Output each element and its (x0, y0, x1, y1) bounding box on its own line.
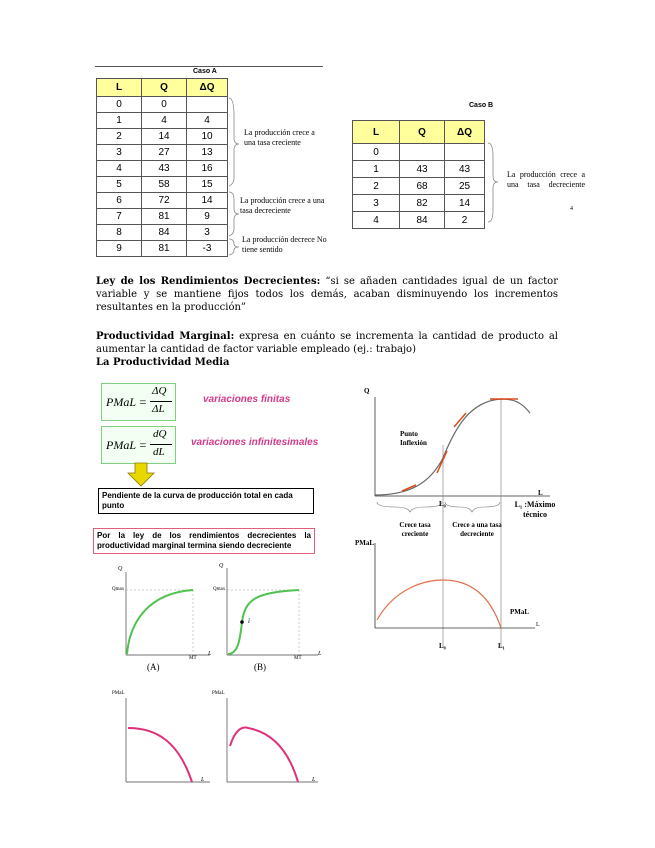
case-a-row (97, 209, 228, 225)
case-a-row (97, 145, 228, 161)
case-a-cell-q: 58 (142, 177, 187, 193)
case-b-row (353, 161, 485, 178)
law-title: Ley de los Rendimientos Decrecientes: (96, 276, 321, 287)
case-b-brace (487, 142, 499, 224)
case-b-row (353, 144, 485, 161)
l0b-label: L₀ (439, 642, 446, 650)
case-a-header-l: L (97, 79, 142, 97)
case-a-cell-q: 81 (142, 209, 187, 225)
case-b-cell-dq: 43 (445, 161, 485, 178)
b-qmax-label: Qmax (213, 587, 226, 592)
case-a-header-dq: ΔQ (187, 79, 228, 97)
case-a-cell-q: 0 (142, 97, 187, 113)
l1-label: L₁ :Máximo técnico (514, 500, 556, 519)
case-b-row (353, 195, 485, 212)
case-b-cell-q: 82 (400, 195, 445, 212)
b-pmal-curve (230, 728, 298, 782)
pmal-axis-label: PMaL (355, 539, 375, 547)
pendiente-box: Pendiente de la curva de producción total en cada punto (98, 488, 314, 514)
case-a-cell-dq: 10 (187, 129, 228, 145)
formula-finite-lhs: PMaL = (106, 395, 147, 409)
case-b-cell-l: 1 (353, 161, 400, 178)
formula-inf-lhs: PMaL = (106, 438, 147, 452)
case-a-braces (228, 96, 242, 256)
case-b-cell-l: 3 (353, 195, 400, 212)
b-inflection-point (240, 620, 244, 624)
b-chart-label: (B) (254, 662, 266, 672)
case-b-cell-dq (445, 144, 485, 161)
total-product-curve (375, 399, 530, 495)
case-b-cell-q: 68 (400, 178, 445, 195)
l1b-label: L₁ (498, 642, 505, 650)
case-a-cell-l: 0 (97, 97, 142, 113)
case-a-cell-q: 72 (142, 193, 187, 209)
case-b-title: Caso B (469, 102, 494, 109)
small-charts (110, 560, 330, 790)
down-arrow-icon (126, 462, 156, 488)
case-a-cell-l: 4 (97, 161, 142, 177)
law-text: “si se añaden cantidades igual de un factor variable y se mantiene fijos todos los demás, acaban disminuyendo los incrementos resultantes en la producción” (96, 276, 558, 313)
case-a-cell-dq: 13 (187, 145, 228, 161)
case-a-cell-l: 8 (97, 225, 142, 241)
pmal-l-axis-label: L (536, 622, 540, 628)
b-total-curve (228, 590, 299, 654)
case-b-cell-dq: 25 (445, 178, 485, 195)
case-a-cell-dq (187, 97, 228, 113)
a-q-label: Q (118, 566, 123, 572)
case-a-row (97, 225, 228, 241)
case-b-stray: 4 (570, 206, 573, 212)
a-pmal-curve (128, 728, 192, 782)
case-a-cell-l: 6 (97, 193, 142, 209)
case-a-table (96, 78, 228, 257)
b-mt-label: MT (294, 656, 302, 661)
label-variaciones-finitas: variaciones finitas (203, 394, 291, 405)
formula-inf-bar (150, 444, 172, 445)
crece-decreciente-label: Crece a una tasa decreciente (452, 521, 502, 538)
case-b-row (353, 212, 485, 229)
a-qmax-label: Qmax (112, 587, 125, 592)
case-a-row (97, 113, 228, 129)
case-a-cell-l: 9 (97, 241, 142, 257)
case-a-cell-dq: 15 (187, 177, 228, 193)
case-a-cell-l: 2 (97, 129, 142, 145)
case-a-header-q: Q (142, 79, 187, 97)
case-b-header-q: Q (400, 121, 445, 144)
case-a-row (97, 97, 228, 113)
case-a-header-row (97, 79, 228, 97)
marginal-title: Productividad Marginal: (96, 331, 235, 342)
case-a-cell-l: 5 (97, 177, 142, 193)
case-b-cell-q: 84 (400, 212, 445, 229)
l0-label: L₀ (439, 500, 446, 508)
case-a-row (97, 129, 228, 145)
formula-finite (101, 383, 176, 421)
media-title: La Productividad Media (96, 357, 230, 368)
law-paragraph (96, 275, 558, 314)
case-a-cell-q: 27 (142, 145, 187, 161)
case-a-row (97, 161, 228, 177)
label-variaciones-infinitesimales: variaciones infinitesimales (191, 437, 319, 448)
case-b-row (353, 178, 485, 195)
b-pmal-label: PMaL (212, 691, 225, 696)
punto-inflexion-label: Punto Inflexión (400, 430, 427, 447)
brace-right (445, 502, 500, 512)
formula-finite-den: ΔL (152, 403, 165, 415)
case-a-cell-l: 1 (97, 113, 142, 129)
case-a-cell-q: 14 (142, 129, 187, 145)
case-b-cell-l: 4 (353, 212, 400, 229)
case-a-title: Caso A (193, 68, 217, 75)
case-b-cell-q: 43 (400, 161, 445, 178)
marginal-text: expresa en cuánto se incrementa la cantidad de producto al aumentar la cantidad de factor variable empleado (ej.: trabajo) (96, 331, 558, 355)
crece-creciente-label: Crece tasa creciente (399, 521, 431, 538)
formula-finite-num: ΔQ (152, 385, 167, 397)
b-i-label: i (248, 617, 250, 625)
case-a-cell-q: 81 (142, 241, 187, 257)
formula-finite-bar (150, 401, 172, 402)
case-a-cell-l: 3 (97, 145, 142, 161)
pmal-curve (377, 580, 501, 628)
case-a-note-decreasing: La producción crece a una tasa decreciente (240, 196, 325, 215)
b-q-label: Q (219, 563, 224, 569)
case-a-row (97, 177, 228, 193)
case-a-topline (95, 66, 323, 67)
case-b-header-row (353, 121, 485, 144)
case-b-header-l: L (353, 121, 400, 144)
case-b-table (352, 120, 485, 229)
formula-inf-num: dQ (153, 428, 167, 440)
case-a-cell-dq: 4 (187, 113, 228, 129)
case-b-cell-q (400, 144, 445, 161)
case-b-cell-dq: 2 (445, 212, 485, 229)
case-a-note-nosense: La producción decrece No tiene sentido (242, 235, 327, 254)
case-b-cell-l: 2 (353, 178, 400, 195)
pmal-curve-label: PMaL (510, 608, 530, 616)
case-a-cell-dq: 14 (187, 193, 228, 209)
case-a-cell-q: 43 (142, 161, 187, 177)
case-b-cell-dq: 14 (445, 195, 485, 212)
case-a-cell-dq: -3 (187, 241, 228, 257)
case-b-header-dq: ΔQ (445, 121, 485, 144)
case-a-row (97, 193, 228, 209)
case-a-cell-l: 7 (97, 209, 142, 225)
a-mt-label: MT (189, 656, 197, 661)
case-b-cell-l: 0 (353, 144, 400, 161)
a-l-label: L (208, 651, 212, 657)
marginal-paragraph (96, 330, 558, 356)
formula-inf-den: dL (153, 446, 165, 458)
case-a-cell-dq: 3 (187, 225, 228, 241)
case-a-cell-dq: 16 (187, 161, 228, 177)
a-l-bottom-label: L (201, 777, 205, 783)
case-a-cell-q: 84 (142, 225, 187, 241)
case-a-cell-dq: 9 (187, 209, 228, 225)
ley-box: Por la ley de los rendimientos decrecientes la productividad marginal termina siendo decreciente (93, 528, 315, 554)
a-chart-label: (A) (147, 662, 160, 672)
case-a-note-increasing: La producción crece a una tasa creciente (244, 128, 315, 147)
tangent-2 (437, 451, 447, 473)
a-pmal-label: PMaL (112, 691, 125, 696)
case-a-row (97, 241, 228, 257)
a-total-curve (127, 590, 193, 654)
case-b-note: La producción crece a una tasa decreciente (507, 170, 585, 189)
b-l-label: L (318, 651, 322, 657)
b-l-bottom-label: L (312, 777, 316, 783)
brace-left (377, 502, 442, 512)
case-a-cell-q: 4 (142, 113, 187, 129)
prod-q-label: Q (364, 387, 370, 395)
prod-l-label: L (538, 489, 543, 497)
formula-infinitesimal (101, 426, 176, 464)
